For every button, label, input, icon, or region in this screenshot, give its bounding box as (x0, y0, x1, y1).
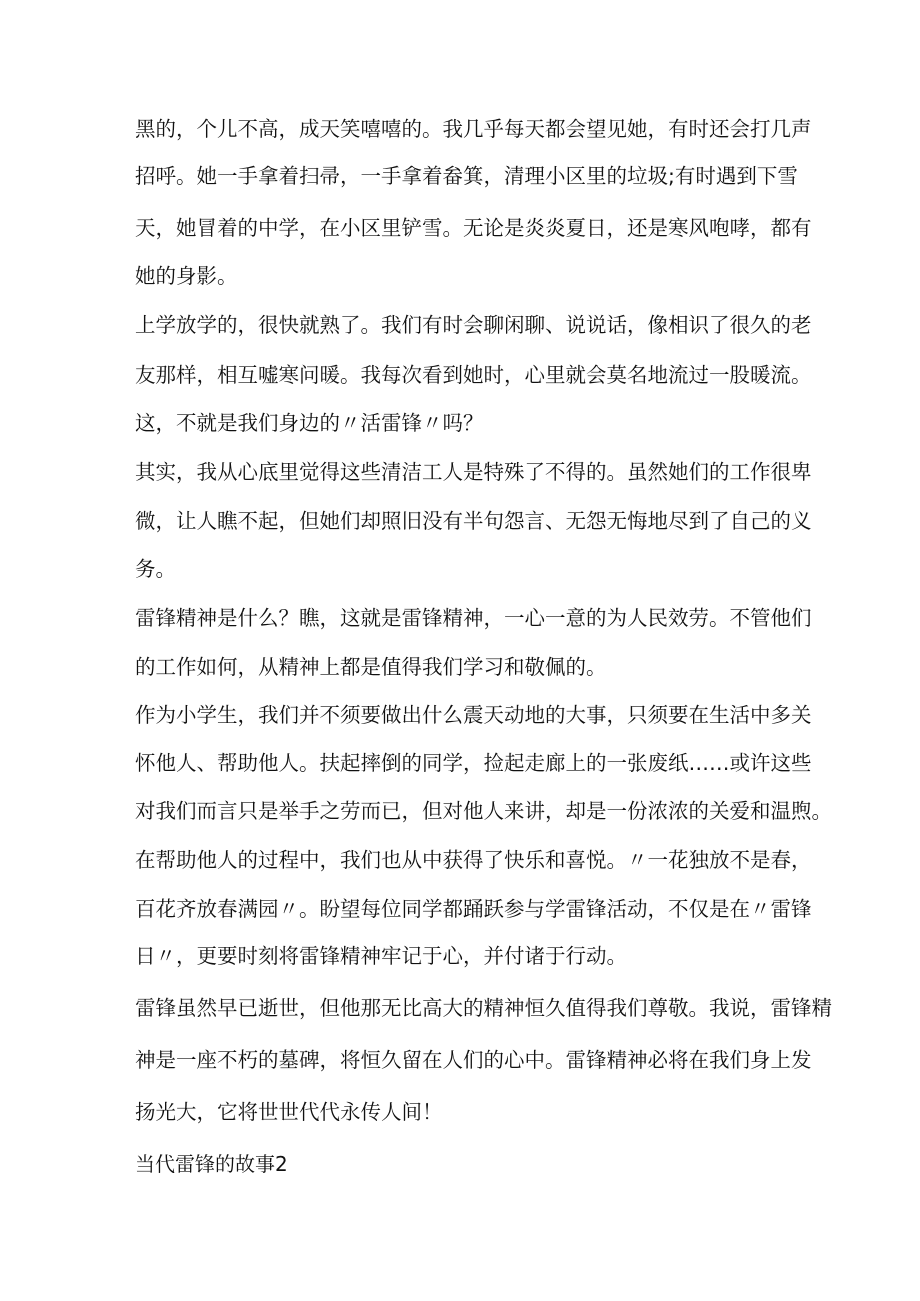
text-line-2: 招呼。她一手拿着扫帚，一手拿着畚箕，清理小区里的垃圾;有时遇到下雪 (135, 164, 798, 188)
text-line-20: 神是一座不朽的墓碑，将恒久留在人们的心中。雷锋精神必将在我们身上发 (135, 1048, 812, 1072)
text-line-13: 作为小学生，我们并不须要做出什么震天动地的大事，只须要在生活中多关 (135, 703, 812, 727)
text-line-9: 微，让人瞧不起，但她们却照旧没有半句怨言、无怨无悔地尽到了自己的义 (135, 509, 812, 533)
text-line-6: 友那样，相互嘘寒问暖。我每次看到她时，心里就会莫名地流过一股暖流。 (135, 363, 812, 387)
text-line-16: 在帮助他人的过程中，我们也从中获得了快乐和喜悦。〃一花独放不是春， (135, 848, 812, 872)
text-line-12: 的工作如何，从精神上都是值得我们学习和敬佩的。 (135, 655, 607, 679)
text-line-10: 务。 (135, 557, 176, 581)
text-line-4: 她的身影。 (135, 264, 238, 288)
text-line-18: 日〃，更要时刻将雷锋精神牢记于心，并付诸于行动。 (135, 944, 627, 968)
text-line-17: 百花齐放春满园〃。盼望每位同学都踊跃参与学雷锋活动，不仅是在〃雷锋 (135, 897, 812, 921)
text-line-19: 雷锋虽然早已逝世，但他那无比高大的精神恒久值得我们尊敬。我说，雷锋精 (135, 996, 832, 1020)
text-line-1: 黑的，个儿不高，成天笑嘻嘻的。我几乎每天都会望见她，有时还会打几声 (135, 117, 812, 141)
text-line-15: 对我们而言只是举手之劳而已，但对他人来讲，却是一份浓浓的关爱和温煦。 (135, 799, 832, 823)
text-line-3: 天，她冒着的中学，在小区里铲雪。无论是炎炎夏日，还是寒风咆哮，都有 (135, 216, 812, 240)
text-line-8: 其实，我从心底里觉得这些清洁工人是特殊了不得的。虽然她们的工作很卑 (135, 460, 812, 484)
text-line-7: 这，不就是我们身边的〃活雷锋〃吗？ (135, 411, 484, 435)
text-line-11: 雷锋精神是什么？瞧，这就是雷锋精神，一心一意的为人民效劳。不管他们 (135, 606, 812, 630)
section-heading: 当代雷锋的故事2 (135, 1152, 288, 1176)
text-line-5: 上学放学的，很快就熟了。我们有时会聊闲聊、说说话，像相识了很久的老 (135, 313, 812, 337)
text-line-21: 扬光大，它将世世代代永传人间！ (135, 1100, 443, 1124)
text-line-14: 怀他人、帮助他人。扶起摔倒的同学，捡起走廊上的一张废纸……或许这些 (135, 751, 812, 775)
